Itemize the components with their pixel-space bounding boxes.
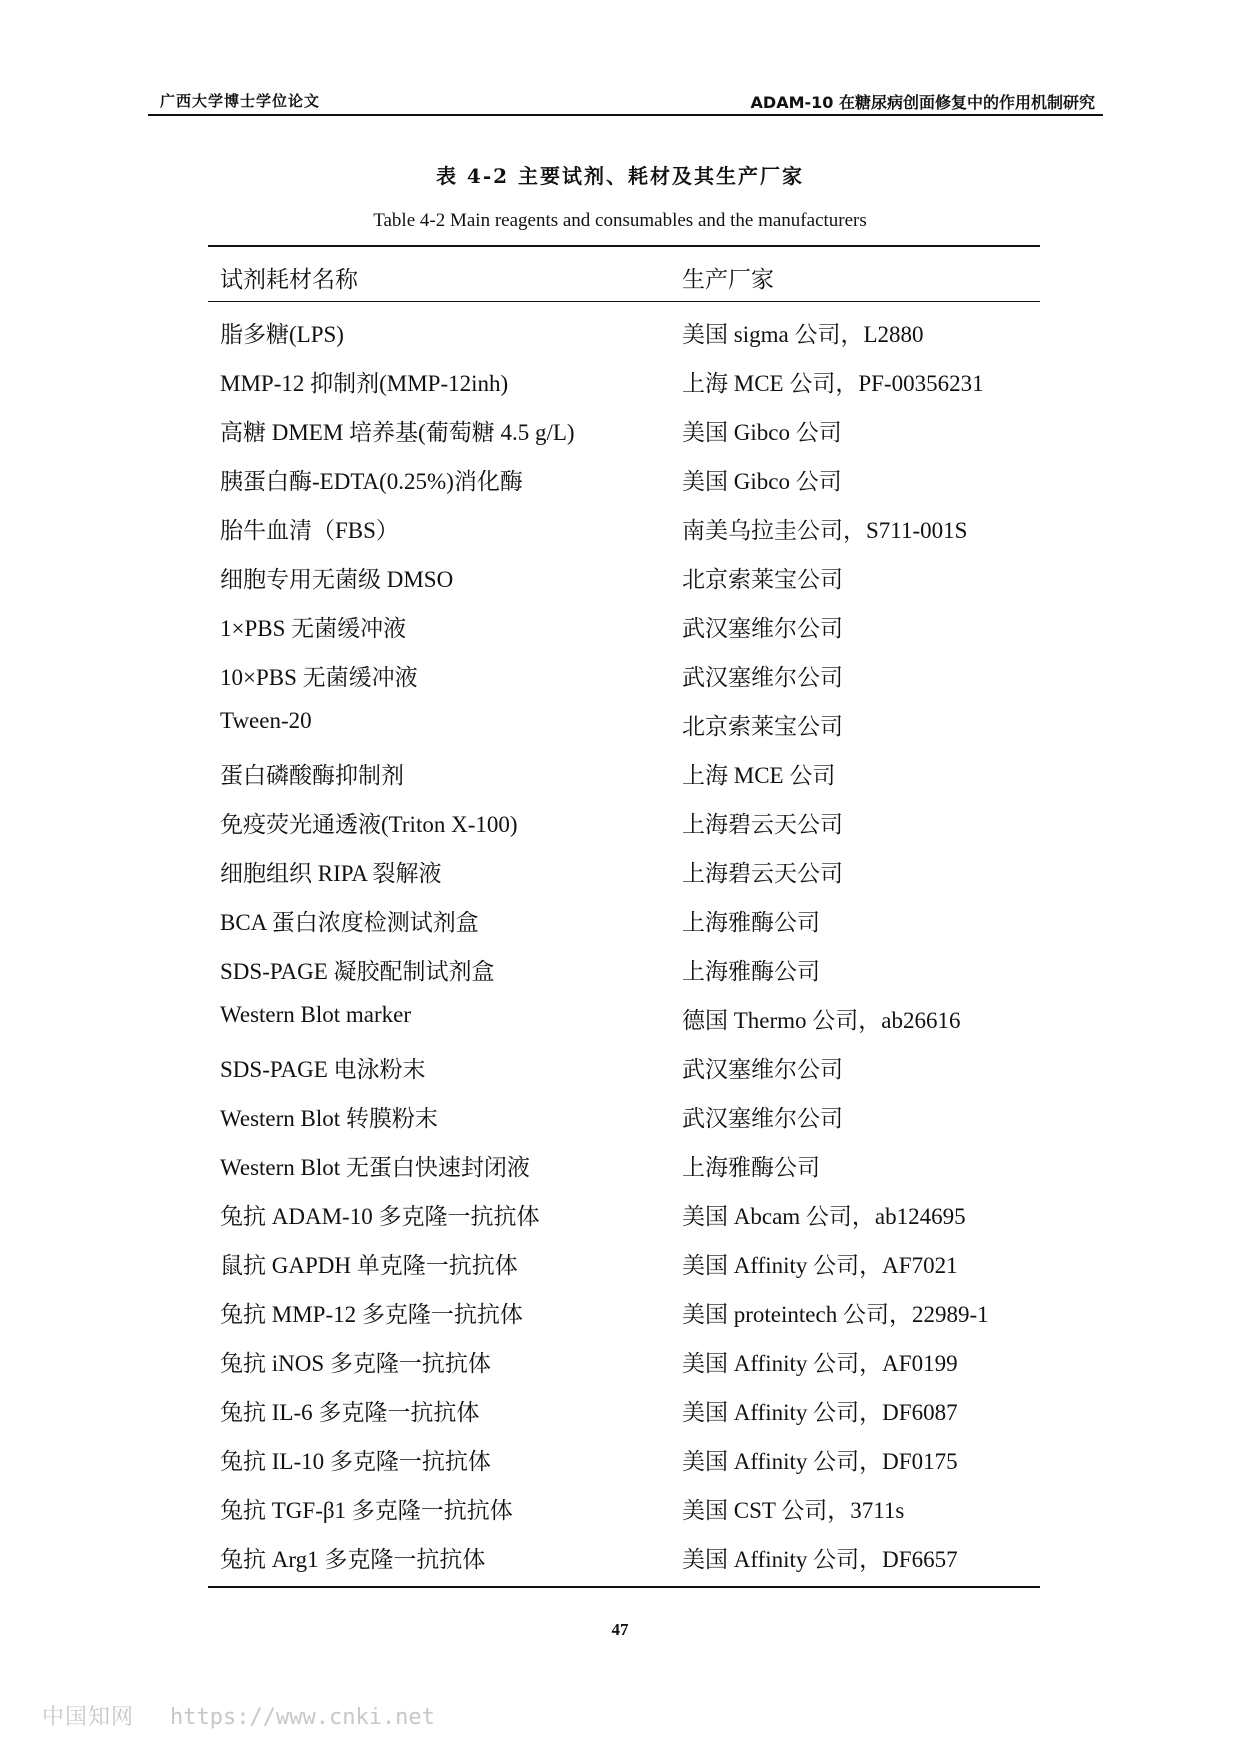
table-row [208,1433,1040,1482]
manufacturer-cell: 上海雅酶公司 [682,1155,820,1180]
manufacturer-cell: 美国 Abcam 公司，ab124695 [682,1204,966,1229]
table-row [208,747,1040,796]
table-row [208,796,1040,845]
manufacturer-cell: 南美乌拉圭公司，S711-001S [682,518,968,543]
manufacturer-cell: 美国 Affinity 公司，DF0175 [682,1449,958,1474]
table-row [208,845,1040,894]
reagent-name-cell: 鼠抗 GAPDH 单克隆一抗抗体 [220,1253,518,1278]
manufacturer-cell: 美国 Affinity 公司，AF0199 [682,1351,958,1376]
reagent-name-cell: Tween-20 [220,708,312,733]
table-row [208,1237,1040,1286]
reagent-name-cell: 兔抗 IL-10 多克隆一抗抗体 [220,1449,491,1474]
manufacturer-cell: 上海 MCE 公司，PF-00356231 [682,371,984,396]
table-bottom-rule [208,1586,1040,1588]
manufacturer-cell: 美国 Gibco 公司 [682,420,842,445]
manufacturer-cell: 美国 Affinity 公司，DF6087 [682,1400,958,1425]
reagent-name-cell: 10×PBS 无菌缓冲液 [220,665,418,690]
manufacturer-cell: 武汉塞维尔公司 [682,616,843,641]
table-row [208,1188,1040,1237]
reagent-name-cell: 细胞组织 RIPA 裂解液 [220,861,442,886]
table-row [208,1286,1040,1335]
reagent-name-cell: 脂多糖(LPS) [220,322,344,347]
manufacturer-cell: 上海碧云天公司 [682,812,843,837]
reagent-name-cell: 免疫荧光通透液(Triton X-100) [220,812,518,837]
table-row [208,1384,1040,1433]
table-row [208,502,1040,551]
reagent-name-cell: BCA 蛋白浓度检测试剂盒 [220,910,479,935]
table-row [208,306,1040,355]
page-header [148,86,1103,116]
table-row [208,453,1040,502]
reagent-name-cell: 兔抗 Arg1 多克隆一抗抗体 [220,1547,486,1572]
table-row [208,600,1040,649]
manufacturer-cell: 美国 Affinity 公司，AF7021 [682,1253,958,1278]
cnki-logo-text: 中国知网 [42,1705,135,1730]
table-header-row [208,247,1040,301]
reagent-name-cell: 兔抗 IL-6 多克隆一抗抗体 [220,1400,480,1425]
table-row [208,355,1040,404]
thesis-title-left: 广西大学博士学位论文 [160,92,321,110]
column-header-manufacturer: 生产厂家 [682,267,774,292]
reagent-name-cell: 1×PBS 无菌缓冲液 [220,616,407,641]
table-row [208,1335,1040,1384]
table-row [208,894,1040,943]
reagent-name-cell: 兔抗 TGF-β1 多克隆一抗抗体 [220,1498,513,1523]
manufacturer-cell: 北京索莱宝公司 [682,714,843,739]
column-header-reagent: 试剂耗材名称 [220,267,358,292]
manufacturer-cell: 美国 CST 公司，3711s [682,1498,905,1523]
reagent-name-cell: 兔抗 ADAM-10 多克隆一抗抗体 [220,1204,540,1229]
manufacturer-cell: 武汉塞维尔公司 [682,1057,843,1082]
manufacturer-cell: 美国 proteintech 公司，22989-1 [682,1302,989,1327]
table-row [208,1041,1040,1090]
reagent-name-cell: 胎牛血清（FBS） [220,518,399,543]
manufacturer-cell: 美国 Affinity 公司，DF6657 [682,1547,958,1572]
reagent-name-cell: 细胞专用无菌级 DMSO [220,567,454,592]
thesis-title-right: ADAM-10 在糖尿病创面修复中的作用机制研究 [750,93,1095,112]
cnki-url: https://www.cnki.net [170,1705,435,1730]
table-row [208,649,1040,698]
reagent-name-cell: SDS-PAGE 凝胶配制试剂盒 [220,959,495,984]
table-row [208,1482,1040,1531]
table-row [208,404,1040,453]
reagent-name-cell: 兔抗 iNOS 多克隆一抗抗体 [220,1351,491,1376]
reagent-name-cell: 兔抗 MMP-12 多克隆一抗抗体 [220,1302,523,1327]
table-row [208,1139,1040,1188]
manufacturer-cell: 美国 Gibco 公司 [682,469,842,494]
page-number: 47 [611,1620,629,1639]
reagent-name-cell: SDS-PAGE 电泳粉末 [220,1057,426,1082]
manufacturer-cell: 上海 MCE 公司 [682,763,836,788]
reagents-table [208,245,1040,1588]
table-row [208,1090,1040,1139]
reagent-name-cell: Western Blot 转膜粉末 [220,1106,438,1131]
table-row [208,992,1040,1041]
table-row [208,1531,1040,1580]
cnki-watermark [42,1700,435,1731]
reagent-name-cell: Western Blot marker [220,1002,412,1027]
reagent-name-cell: 高糖 DMEM 培养基(葡萄糖 4.5 g/L) [220,420,575,445]
table-caption-en: Table 4-2 Main reagents and consumables and the manufacturers [373,210,867,231]
manufacturer-cell: 上海雅酶公司 [682,959,820,984]
manufacturer-cell: 武汉塞维尔公司 [682,1106,843,1131]
reagent-name-cell: 胰蛋白酶-EDTA(0.25%)消化酶 [220,469,523,494]
manufacturer-cell: 上海碧云天公司 [682,861,843,886]
table-row [208,943,1040,992]
manufacturer-cell: 美国 sigma 公司，L2880 [682,322,924,347]
header-rule [148,114,1103,116]
table-caption-cn: 表 4-2 主要试剂、耗材及其生产厂家 [435,164,805,188]
manufacturer-cell: 上海雅酶公司 [682,910,820,935]
table-row [208,698,1040,747]
reagent-name-cell: Western Blot 无蛋白快速封闭液 [220,1155,530,1180]
table-body [208,302,1040,1586]
table-row [208,551,1040,600]
manufacturer-cell: 北京索莱宝公司 [682,567,843,592]
manufacturer-cell: 武汉塞维尔公司 [682,665,843,690]
manufacturer-cell: 德国 Thermo 公司，ab26616 [682,1008,961,1033]
reagent-name-cell: MMP-12 抑制剂(MMP-12inh) [220,371,509,396]
reagent-name-cell: 蛋白磷酸酶抑制剂 [220,763,404,788]
